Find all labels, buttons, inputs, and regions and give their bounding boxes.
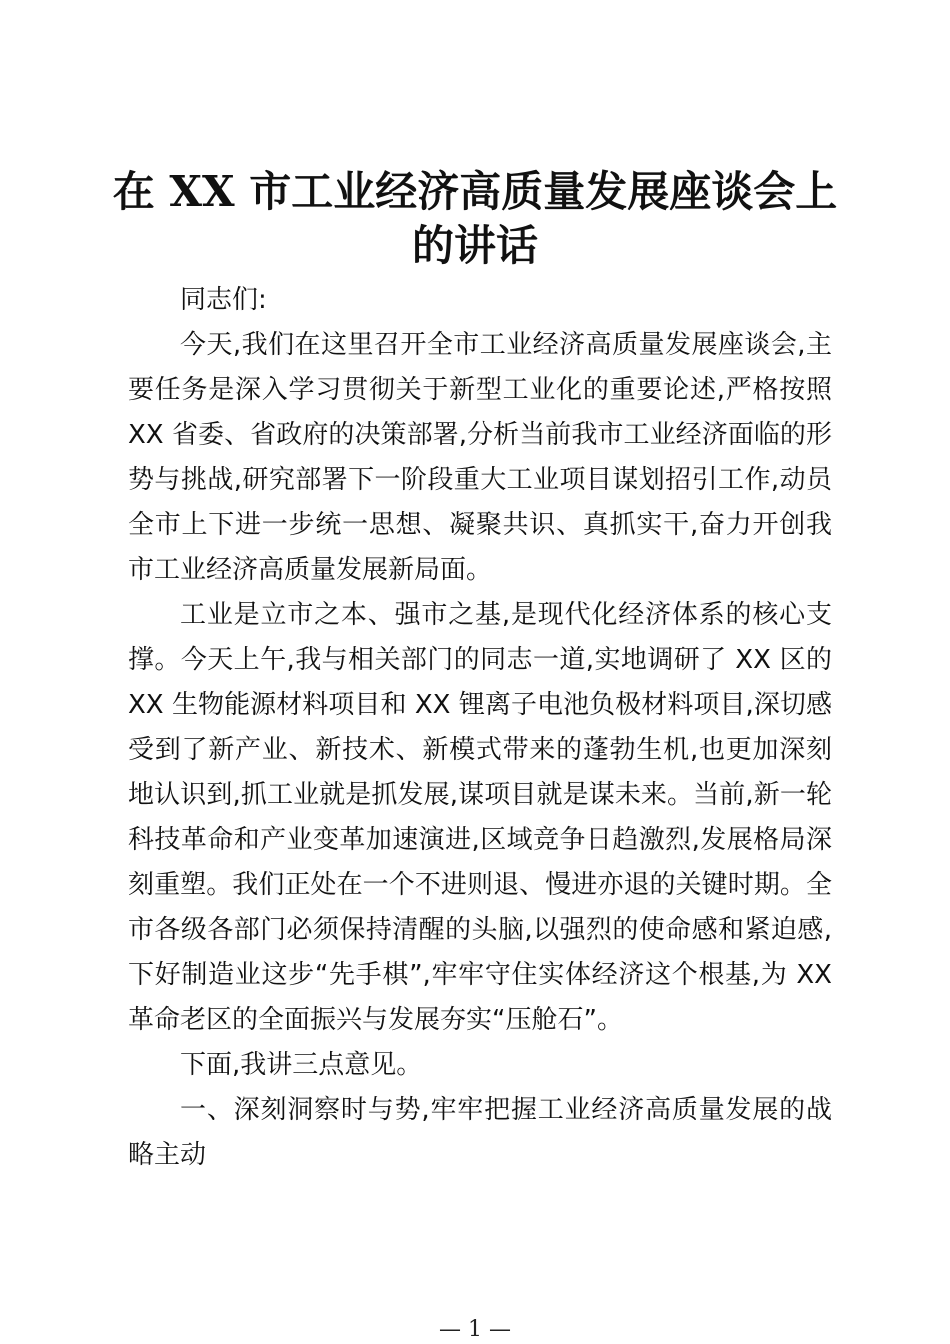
document-body [128, 278, 832, 1178]
paragraph-3: 下面,我讲三点意见。 [180, 1050, 423, 1080]
salutation: 同志们: [180, 285, 267, 315]
document-title [100, 165, 850, 273]
section-heading-1: 一、深刻洞察时与势,牢牢把握工业经济高质量发展的战略主动 [128, 1095, 832, 1170]
paragraph-1: 今天,我们在这里召开全市工业经济高质量发展座谈会,主要任务是深入学习贯彻关于新型工业化的重要论述,严格按照 XX 省委、省政府的决策部署,分析当前我市工业经济面临的形势与挑战,研究部署下一阶段重大工业项目谋划招引工作,动员全市上下进一步统一思想、凝聚共识、真抓实干,奋力开创我市工业经济高质量发展新局面。 [128, 330, 832, 585]
title-line-1: 在 XX 市工业经济高质量发展座谈会上 [112, 167, 838, 216]
title-line-2: 的讲话 [411, 221, 538, 270]
paragraph-2: 工业是立市之本、强市之基,是现代化经济体系的核心支撑。今天上午,我与相关部门的同志一道,实地调研了 XX 区的 XX 生物能源材料项目和 XX 锂离子电池负极材料项目,深切感受到了新产业、新技术、新模式带来的蓬勃生机,也更加深刻地认识到,抓工业就是抓发展,谋项目就是谋未来。当前,新一轮科技革命和产业变革加速演进,区域竞争日趋激烈,发展格局深刻重塑。我们正处在一个不进则退、慢进亦退的关键时期。全市各级各部门必须保持清醒的头脑,以强烈的使命感和紧迫感,下好制造业这步“先手棋”,牢牢守住实体经济这个根基,为 XX 革命老区的全面振兴与发展夯实“压舱石”。 [128, 600, 832, 1035]
page-number: — 1 — [439, 1317, 511, 1342]
